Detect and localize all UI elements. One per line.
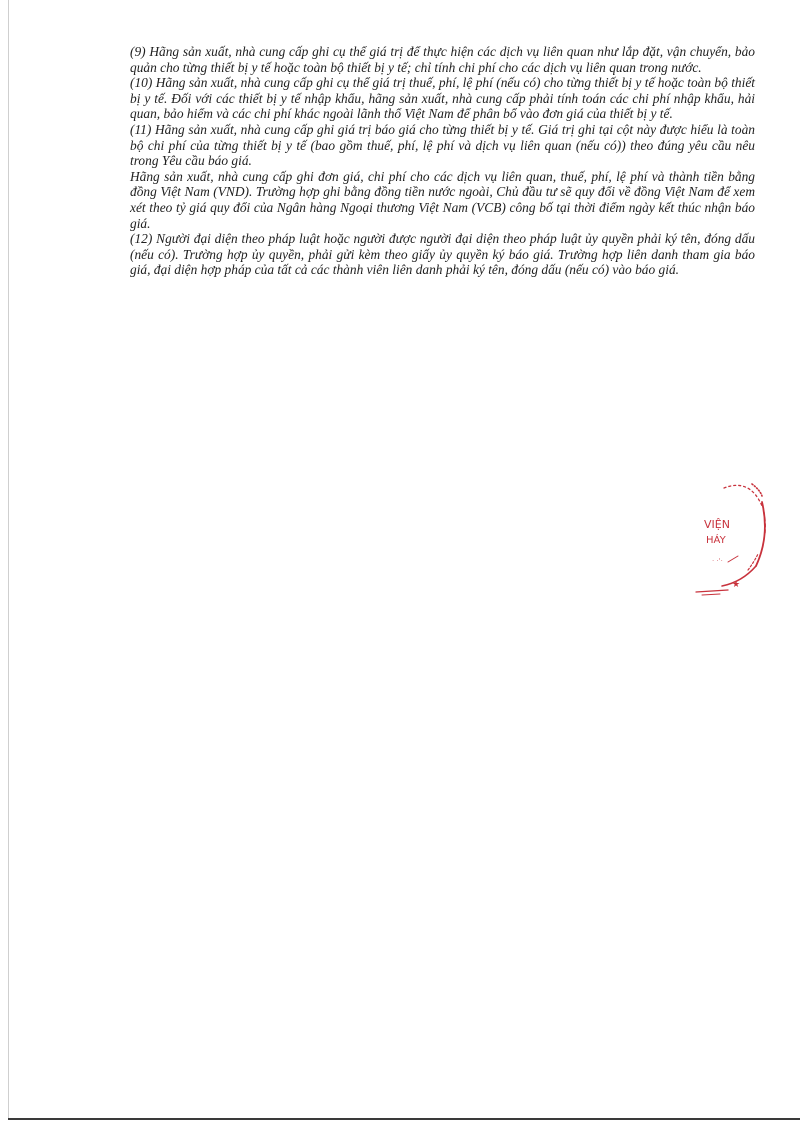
stamp-faint-mark: · ·'· [712,557,723,565]
footnote-10: (10) Hãng sản xuất, nhà cung cấp ghi cụ thể giá trị thuế, phí, lệ phí (nếu có) cho từng thiết bị y tế hoặc toàn bộ thiết bị y tế. Đối với các thiết bị y tế nhập khẩu, hãng sản xuất, nhà cung cấp phải tính toán các chi phí nhập khẩu, hải quan, bảo hiểm và các chi phí khác ngoài lãnh thổ Việt Nam để phân bổ vào đơn giá của thiết bị y tế. [130,75,755,122]
footnotes-section [130,44,755,278]
footnote-12: (12) Người đại diện theo pháp luật hoặc người được người đại diện theo pháp luật ủy quyền phải ký tên, đóng dấu (nếu có). Trường hợp ủy quyền, phải gửi kèm theo giấy ủy quyền ký báo giá. Trường hợp liên danh tham gia báo giá, đại diện hợp pháp của tất cả các thành viên liên danh phải ký tên, đóng dấu (nếu có) vào báo giá. [130,231,755,278]
scan-left-edge [8,0,9,1118]
footnote-9: (9) Hãng sản xuất, nhà cung cấp ghi cụ thể giá trị để thực hiện các dịch vụ liên quan như lắp đặt, vận chuyển, bảo quản cho từng thiết bị y tế hoặc toàn bộ thiết bị y tế; chỉ tính chi phí cho các dịch vụ liên quan trong nước. [130,44,755,75]
scan-bottom-edge [8,1118,800,1120]
footnote-11-continued: Hãng sản xuất, nhà cung cấp ghi đơn giá, chi phí cho các dịch vụ liên quan, thuế, phí, lệ phí và thành tiền bằng đồng Việt Nam (VND). Trường hợp ghi bằng đồng tiền nước ngoài, Chủ đầu tư sẽ quy đổi về đồng Việt Nam để xem xét theo tỷ giá quy đổi của Ngân hàng Ngoại thương Việt Nam (VCB) công bố tại thời điểm ngày kết thúc nhận báo giá. [130,168,755,231]
stamp-text-line-2: HÁY [706,535,726,546]
footnote-11: (11) Hãng sản xuất, nhà cung cấp ghi giá trị báo giá cho từng thiết bị y tế. Giá trị ghi tại cột này được hiểu là toàn bộ chi phí của từng thiết bị y tế (bao gồm thuế, phí, lệ phí và dịch vụ liên quan (nếu có)) theo đúng yêu cầu nêu trong Yêu cầu báo giá. [130,121,755,169]
red-seal-stamp [692,466,792,596]
stamp-star-icon: ★ [732,580,741,590]
stamp-text-line-1: VIỆN [704,518,730,531]
